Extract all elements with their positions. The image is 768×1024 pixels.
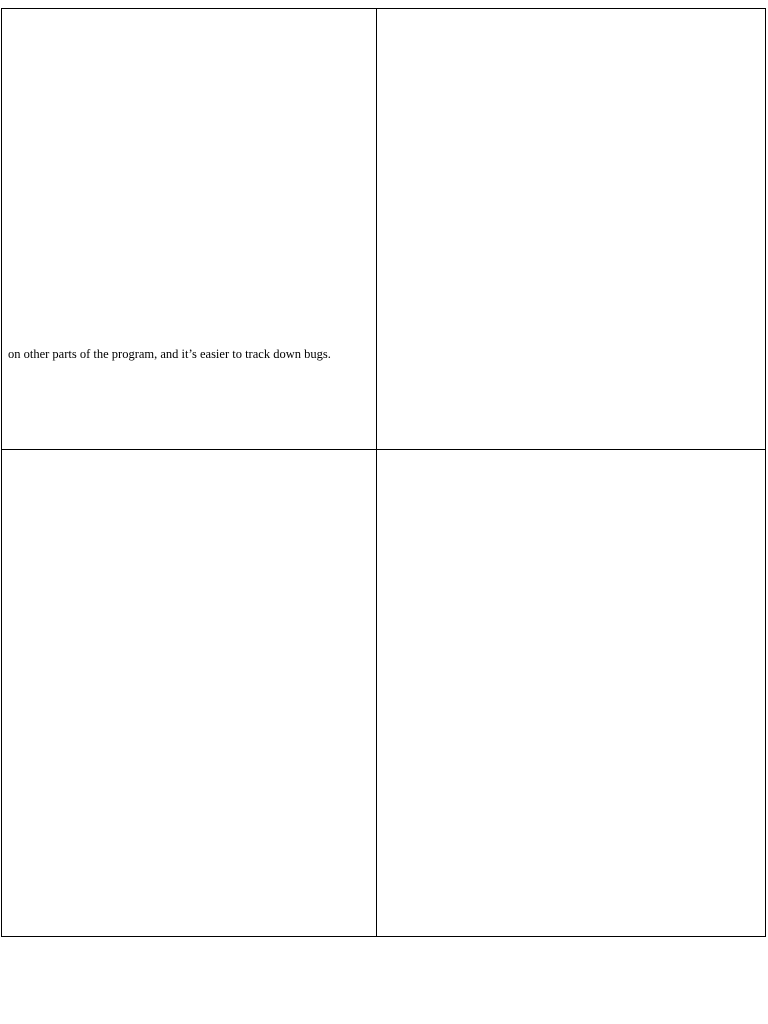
table-cell-top-right	[377, 9, 766, 450]
document-table	[1, 8, 766, 937]
table-cell-bottom-left	[2, 450, 377, 937]
cell-paragraph: on other parts of the program, and it’s easier to track down bugs.	[8, 347, 331, 361]
table-cell-bottom-right	[377, 450, 766, 937]
table-row	[2, 9, 766, 450]
table-cell-top-left	[2, 9, 377, 450]
table-row	[2, 450, 766, 937]
